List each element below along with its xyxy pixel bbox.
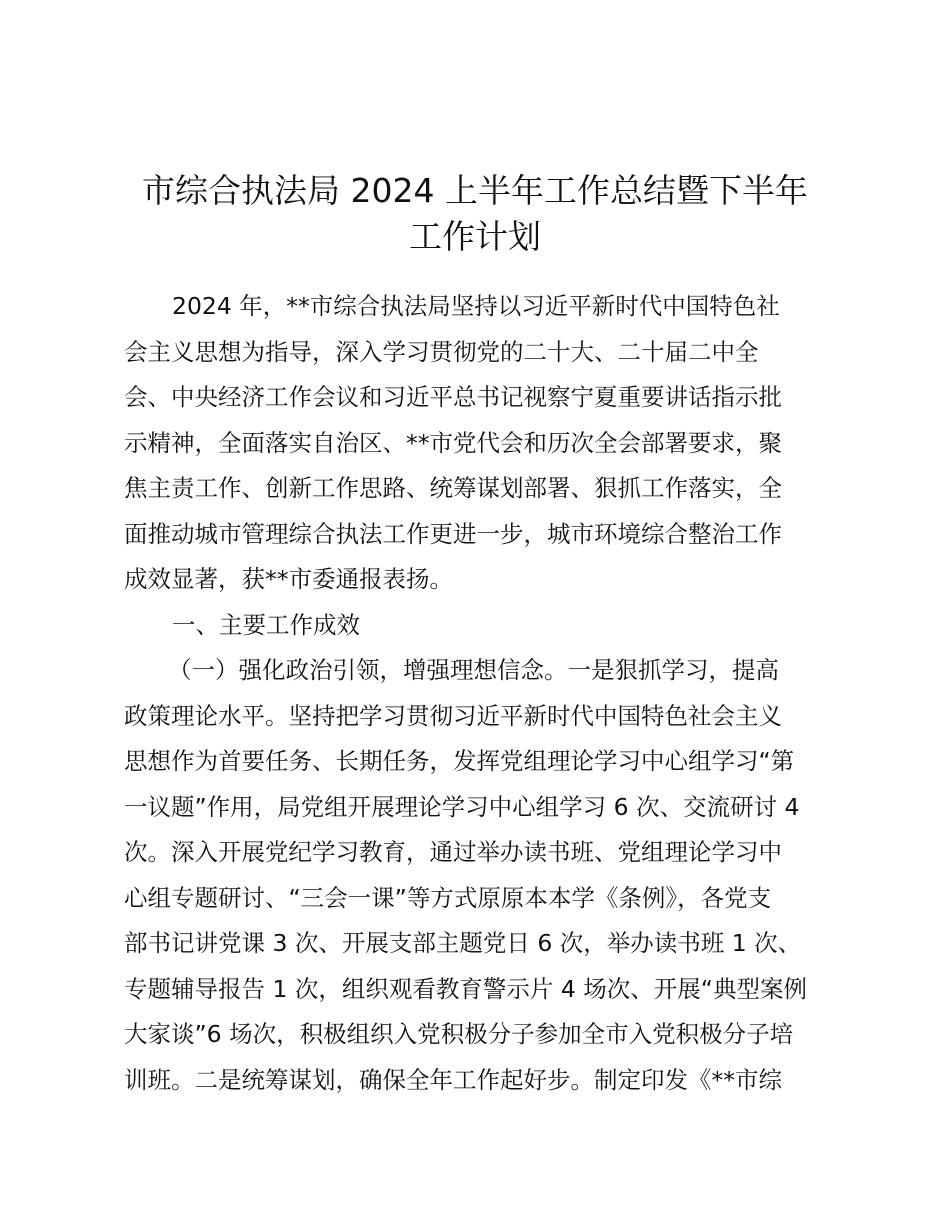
document-title	[120, 168, 830, 260]
intro-paragraph-line: 面推动城市管理综合执法工作更进一步，城市环境综合整治工作	[124, 519, 782, 548]
intro-paragraph-line: 成效显著，获**市委通报表扬。	[124, 565, 453, 593]
section-heading: 一、主要工作成效	[172, 610, 360, 639]
intro-paragraph-line: 2024 年，**市综合执法局坚持以习近平新时代中国特色社	[172, 292, 780, 320]
intro-paragraph-line: 示精神，全面落实自治区、**市党代会和历次全会部署要求，聚	[124, 428, 782, 457]
subsection-paragraph-line: 次。深入开展党纪学习教育，通过举办读书班、党组理论学习中	[124, 838, 782, 866]
document-body	[124, 284, 836, 1103]
subsection-paragraph-line: 心组专题研讨、“三会一课”等方式原原本本学《条例》，各党支	[124, 883, 772, 912]
title-line: 市综合执法局 2024 上半年工作总结暨下半年	[142, 171, 808, 210]
subsection-paragraph-line: 大家谈”6 场次，积极组织入党积极分子参加全市入党积极分子培	[124, 1020, 794, 1048]
subsection-paragraph-line: 专题辅导报告 1 次，组织观看教育警示片 4 场次、开展“典型案例	[124, 974, 807, 1003]
subsection-paragraph-line: 训班。二是统筹谋划，确保全年工作起好步。制定印发《**市综	[124, 1065, 782, 1094]
subsection-paragraph-line: 一议题”作用，局党组开展理论学习中心组学习 6 次、交流研讨 4	[124, 792, 800, 821]
subsection-paragraph-line: 部书记讲党课 3 次、开展支部主题党日 6 次，举办读书班 1 次、	[124, 929, 802, 957]
intro-paragraph-line: 会、中央经济工作会议和习近平总书记视察宁夏重要讲话指示批	[124, 383, 782, 411]
title-line: 工作计划	[409, 217, 541, 256]
subsection-paragraph-line: 政策理论水平。坚持把学习贯彻习近平新时代中国特色社会主义	[124, 701, 782, 730]
subsection-paragraph-line: （一）强化政治引领，增强理想信念。一是狠抓学习，提高	[168, 656, 779, 684]
intro-paragraph-line: 会主义思想为指导，深入学习贯彻党的二十大、二十届二中全	[124, 337, 759, 366]
intro-paragraph-line: 焦主责工作、创新工作思路、统筹谋划部署、狠抓工作落实，全	[124, 474, 782, 502]
subsection-paragraph-line: 思想作为首要任务、长期任务，发挥党组理论学习中心组学习“第	[124, 747, 795, 775]
